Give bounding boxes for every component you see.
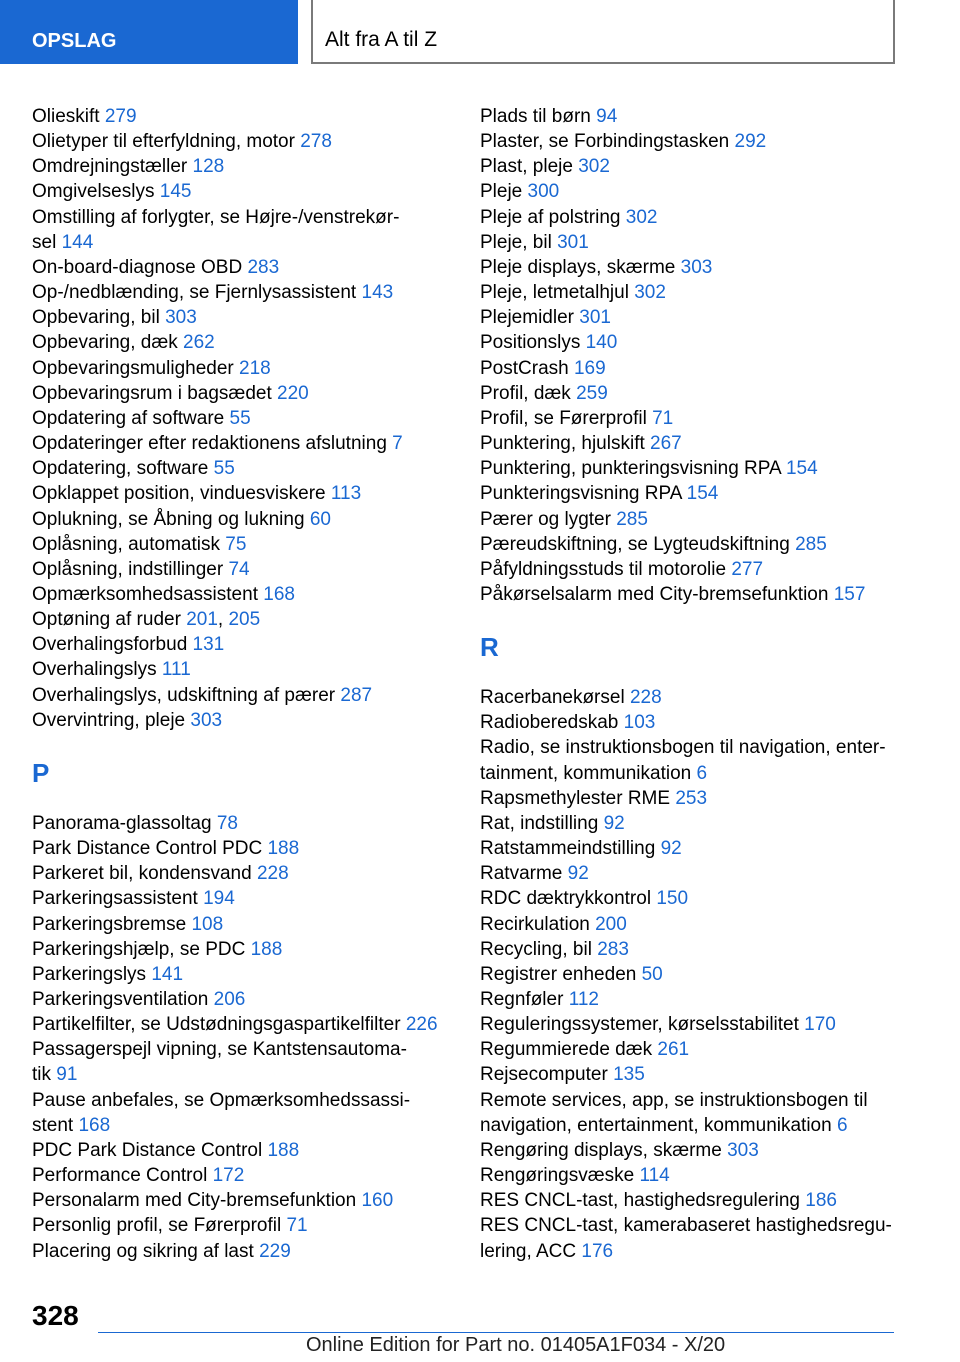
page-reference-link[interactable]: 200	[595, 913, 627, 935]
page-reference-link[interactable]: 74	[228, 558, 250, 580]
page-reference-link[interactable]: 262	[183, 332, 215, 354]
index-entry	[32, 1037, 442, 1062]
index-entry-text: Opdatering af software	[32, 407, 225, 429]
index-entry-text: Regummierede dæk	[480, 1039, 653, 1061]
page-reference-link[interactable]: 55	[229, 407, 251, 429]
index-entry	[480, 431, 900, 456]
index-entry-text: Profil, dæk	[480, 382, 571, 404]
index-entry	[480, 685, 900, 710]
index-entry-text: Radioberedskab	[480, 712, 619, 734]
index-entry-text: Remote services, app, se instruktionsbogen til	[480, 1089, 868, 1111]
footer-rule	[98, 1332, 894, 1333]
page-reference-link[interactable]: 135	[613, 1064, 645, 1086]
index-entry-text: Partikelfilter, se Udstødningsgaspartikelfilter	[32, 1014, 401, 1036]
index-entry	[480, 456, 900, 481]
index-entry-text: Ratvarme	[480, 863, 563, 885]
page-reference-link[interactable]: 6	[836, 1114, 848, 1136]
index-entry-text: Recirkulation	[480, 913, 590, 935]
index-letter-heading: R	[480, 632, 499, 663]
index-entry-text: tainment, kommunikation	[480, 762, 692, 784]
index-entry-text: Overhalingslys, udskiftning af pærer	[32, 684, 336, 706]
index-entry	[32, 381, 442, 406]
index-entry	[480, 1012, 900, 1037]
page-reference-link[interactable]: 206	[213, 989, 246, 1010]
index-entry-text: Opbevaringsmuligheder	[32, 357, 234, 379]
page-reference-link[interactable]: 186	[805, 1190, 837, 1212]
index-entry-text: Oplåsning, automatisk	[32, 533, 220, 555]
index-entry	[32, 1163, 442, 1188]
index-entry-text: Rat, indstilling	[480, 812, 599, 834]
index-entry	[32, 532, 442, 557]
index-entry-text: Pleje, bil	[480, 231, 552, 253]
index-entry	[32, 582, 442, 607]
index-entry-text: Punkteringsvisning RPA	[480, 483, 682, 505]
page-reference-link[interactable]: 55	[213, 458, 235, 480]
page-reference-link[interactable]: 303	[190, 709, 223, 731]
page-heading: Alt fra A til Z	[311, 0, 895, 64]
index-entry-text: Rengøring displays, skærme	[480, 1139, 722, 1161]
page-reference-link[interactable]: 170	[804, 1014, 836, 1036]
page-reference-link[interactable]: 168	[78, 1114, 111, 1136]
index-entry	[480, 735, 900, 760]
index-entry-text: Ratstammeindstilling	[480, 838, 656, 860]
index-entry-text: RDC dæktrykkontrol	[480, 888, 652, 910]
index-entry-text: PostCrash	[480, 357, 569, 379]
page-reference-link[interactable]: 131	[192, 634, 225, 656]
index-entry	[32, 836, 442, 861]
index-entry	[32, 811, 442, 836]
page-reference-link[interactable]: 188	[267, 1139, 300, 1161]
page-reference-link[interactable]: 301	[557, 231, 589, 253]
page-reference-link[interactable]: 261	[657, 1039, 690, 1061]
index-entry	[32, 683, 442, 708]
index-entry-text: Opmærksomhedsassistent	[32, 583, 258, 605]
index-entry	[480, 104, 900, 129]
page-reference-link[interactable]: 302	[578, 156, 610, 178]
index-entry	[480, 179, 900, 204]
index-entry-text: Opbevaring, bil	[32, 307, 160, 329]
index-column-left	[32, 104, 442, 1264]
footer-edition-text: Online Edition for Part no. 01405A1F034 - X/20	[306, 1334, 726, 1356]
index-entry-text: Opdatering, software	[32, 458, 209, 480]
index-entry-text: Radio, se instruktionsbogen til navigation, enter-	[480, 737, 886, 759]
page-reference-link[interactable]: 287	[340, 684, 373, 706]
page-reference-link[interactable]: 267	[650, 433, 682, 455]
index-entry	[32, 280, 442, 305]
index-entry	[480, 987, 900, 1012]
index-entry-text: Pleje af polstring	[480, 206, 621, 228]
index-entry	[480, 861, 900, 886]
page-reference-link[interactable]: 143	[361, 282, 394, 304]
index-entry	[32, 886, 442, 911]
page-reference-link[interactable]: 144	[61, 231, 94, 253]
page-reference-link[interactable]: 140	[585, 332, 618, 354]
page-reference-link[interactable]: 150	[656, 888, 689, 910]
section-tab: OPSLAG	[0, 0, 298, 64]
index-entry	[32, 1213, 442, 1238]
page-reference-link[interactable]: 71	[286, 1215, 308, 1237]
index-entry-text: Plads til børn	[480, 106, 591, 127]
index-entry-text: Parkeringsassistent	[32, 888, 198, 910]
index-entry	[480, 1138, 900, 1163]
index-entry	[480, 330, 900, 355]
page-reference-link[interactable]: 91	[56, 1064, 78, 1086]
index-entry-text: Parkeringsbremse	[32, 913, 187, 935]
index-entry-text: Park Distance Control PDC	[32, 838, 263, 860]
index-entry-text: Plejemidler	[480, 307, 574, 329]
index-entry-continuation	[480, 761, 900, 786]
page-reference-link[interactable]: 112	[568, 989, 599, 1010]
index-entry	[480, 154, 900, 179]
index-entry-text: Panorama-glassoltag	[32, 812, 212, 834]
index-entry	[480, 255, 900, 280]
index-entry	[32, 708, 442, 733]
index-entry-text: Overhalingslys	[32, 659, 157, 681]
index-entry	[32, 205, 442, 230]
page-reference-link[interactable]: 75	[225, 533, 247, 555]
index-entry-text: Omgivelseslys	[32, 181, 155, 203]
index-entry-text: Omdrejningstæller	[32, 156, 188, 178]
index-entry-text: Oplukning, se Åbning og lukning	[32, 508, 305, 530]
page-reference-link[interactable]: 172	[212, 1165, 245, 1187]
index-entry	[480, 557, 900, 582]
page-reference-link[interactable]: 201	[186, 609, 218, 631]
page-reference-link[interactable]: 253	[675, 787, 708, 809]
index-entry	[32, 937, 442, 962]
index-entry-text: Performance Control	[32, 1165, 208, 1187]
index-entry-continuation	[480, 1239, 900, 1264]
page-reference-link[interactable]: 285	[795, 533, 827, 555]
page-reference-link[interactable]: 113	[330, 483, 362, 505]
index-entry	[480, 1213, 900, 1238]
index-entry-text: Parkeret bil, kondensvand	[32, 863, 252, 885]
page-reference-link[interactable]: 285	[616, 508, 648, 530]
page-reference-link[interactable]: 279	[104, 106, 137, 127]
index-entry-continuation	[480, 1113, 900, 1138]
page-reference-link[interactable]: 220	[277, 382, 309, 404]
index-entry-text: Reguleringssystemer, kørselsstabilitet	[480, 1014, 799, 1036]
index-entry-text: sel	[32, 231, 57, 253]
page-reference-link[interactable]: 278	[300, 131, 332, 153]
index-entry	[480, 937, 900, 962]
index-entry-text: Punktering, hjulskift	[480, 433, 645, 455]
page-reference-link[interactable]: 176	[581, 1240, 614, 1262]
page-reference-link[interactable]: 188	[250, 938, 283, 960]
index-entry-text: PDC Park Distance Control	[32, 1139, 263, 1161]
page-reference-link[interactable]: 194	[203, 888, 235, 910]
index-entry-text: Påfyldningsstuds til motorolie	[480, 558, 727, 580]
index-entry	[480, 381, 900, 406]
index-entry	[480, 205, 900, 230]
index-entry-text: Plaster, se Forbindingstasken	[480, 131, 730, 153]
index-entry-text: Positionslys	[480, 332, 581, 354]
index-entry-text: Op-/nedblænding, se Fjernlysassistent	[32, 282, 357, 304]
index-entry-text: navigation, entertainment, kommunikation	[480, 1114, 832, 1136]
index-entry	[32, 557, 442, 582]
page-reference-link[interactable]: 154	[686, 483, 719, 505]
index-entry-text: Personlig profil, se Førerprofil	[32, 1215, 282, 1237]
index-column-right	[480, 104, 900, 1264]
index-entry	[32, 104, 442, 129]
index-entry	[480, 582, 900, 607]
index-entry-text: tik	[32, 1064, 51, 1086]
page-reference-link[interactable]: 283	[247, 256, 280, 278]
page-reference-link[interactable]: 111	[161, 659, 191, 681]
index-letter-heading: P	[32, 757, 50, 788]
index-entry	[480, 507, 900, 532]
page-reference-link[interactable]: 303	[680, 256, 713, 278]
index-entry	[32, 1188, 442, 1213]
page-reference-link[interactable]: 141	[151, 963, 184, 985]
page-reference-link[interactable]: 303	[727, 1139, 759, 1161]
index-entry-text: Plast, pleje	[480, 156, 573, 178]
index-entry-text: Omstilling af forlygter, se Højre-/venstrekør-	[32, 206, 400, 228]
index-entry-text: Rengøringsvæske	[480, 1165, 635, 1187]
page-reference-link[interactable]: 154	[785, 458, 818, 480]
index-entry-text: Overhalingsforbud	[32, 634, 188, 656]
page-reference-link[interactable]: 92	[660, 838, 682, 860]
index-entry-text: Regnføler	[480, 989, 564, 1010]
page-reference-link[interactable]: 205	[228, 609, 261, 631]
index-entry-text: Profil, se Førerprofil	[480, 407, 647, 429]
index-entry	[480, 532, 900, 557]
index-entry	[32, 632, 442, 657]
page-reference-link[interactable]: 188	[267, 838, 300, 860]
index-entry	[32, 431, 442, 456]
index-entry-text: Punktering, punkteringsvisning RPA	[480, 458, 781, 480]
index-entry	[32, 406, 442, 431]
index-entry-text: RES CNCL-tast, hastighedsregulering	[480, 1190, 800, 1212]
index-entry	[32, 154, 442, 179]
index-entry-text: Pærer og lygter	[480, 508, 611, 530]
index-entry-text: Rejsecomputer	[480, 1064, 608, 1086]
index-entry	[32, 1239, 442, 1264]
index-entry-continuation	[32, 1113, 442, 1138]
index-entry	[480, 1062, 900, 1087]
index-entry	[32, 962, 442, 987]
index-entry-text: Overvintring, pleje	[32, 709, 186, 731]
index-entry	[480, 912, 900, 937]
page-reference-link[interactable]: 226	[405, 1014, 438, 1036]
page-reference-link[interactable]: 292	[734, 131, 767, 153]
index-entry	[32, 657, 442, 682]
index-entry	[480, 481, 900, 506]
index-entry-text: Pleje	[480, 181, 523, 203]
page-reference-link[interactable]: 92	[603, 812, 625, 834]
index-entry	[480, 1163, 900, 1188]
page-reference-link[interactable]: 168	[263, 583, 295, 605]
index-entry	[480, 356, 900, 381]
index-entry-text: Pleje, letmetalhjul	[480, 282, 629, 304]
index-entry-text: RES CNCL-tast, kamerabaseret hastighedsregu-	[480, 1215, 892, 1237]
index-entry	[480, 1037, 900, 1062]
index-entry	[32, 179, 442, 204]
index-entry-text: Olietyper til efterfyldning, motor	[32, 131, 295, 153]
index-entry-text: Pæreudskiftning, se Lygteudskiftning	[480, 533, 790, 555]
page-reference-link[interactable]: 71	[652, 407, 674, 429]
index-entry	[480, 406, 900, 431]
index-entry-text: Oplåsning, indstillinger	[32, 558, 224, 580]
index-entry-text: On-board-diagnose OBD	[32, 256, 243, 278]
page-reference-link[interactable]: 145	[159, 181, 192, 203]
page-reference-link[interactable]: 60	[309, 508, 331, 530]
index-entry	[32, 861, 442, 886]
index-entry-text: Olieskift	[32, 106, 100, 127]
page-reference-link[interactable]: 157	[833, 583, 866, 605]
index-entry	[32, 507, 442, 532]
index-entry	[32, 912, 442, 937]
page-number: 328	[32, 1300, 79, 1331]
index-entry	[32, 987, 442, 1012]
index-entry-text: Opdateringer efter redaktionens afslutning	[32, 433, 387, 455]
page-reference-link[interactable]: 228	[629, 687, 662, 709]
page-reference-link[interactable]: 92	[567, 863, 589, 885]
page-reference-link[interactable]: 302	[625, 206, 658, 228]
page-reference-link[interactable]: 283	[597, 938, 629, 960]
index-entry-text: Personalarm med City-bremsefunktion	[32, 1190, 357, 1212]
index-entry	[480, 886, 900, 911]
index-entry-text: lering, ACC	[480, 1240, 577, 1262]
index-entry-text: Parkeringsventilation	[32, 989, 209, 1010]
index-entry-text: Opklappet position, vinduesviskere	[32, 483, 326, 505]
index-entry-text: stent	[32, 1114, 74, 1136]
index-entry	[480, 710, 900, 735]
index-entry-text: Registrer enheden	[480, 963, 637, 985]
index-entry-text: Placering og sikring af last	[32, 1240, 254, 1262]
page-reference-link[interactable]: 277	[731, 558, 764, 580]
index-entry-text: Påkørselsalarm med City-bremsefunktion	[480, 583, 829, 605]
page-reference-link[interactable]: 229	[259, 1240, 291, 1262]
index-entry	[480, 230, 900, 255]
index-entry	[32, 305, 442, 330]
page-reference-link[interactable]: 78	[216, 812, 238, 834]
index-entry	[480, 962, 900, 987]
index-entry-text: Opbevaringsrum i bagsædet	[32, 382, 272, 404]
page-reference-link[interactable]: 108	[191, 913, 224, 935]
index-entry-text: Racerbanekørsel	[480, 687, 625, 709]
index-entry-text: Recycling, bil	[480, 938, 592, 960]
page-reference-link[interactable]: 228	[256, 863, 289, 885]
index-entry-text: Rapsmethylester RME	[480, 787, 671, 809]
index-entry-continuation	[32, 1062, 442, 1087]
index-entry	[32, 456, 442, 481]
index-entry	[480, 786, 900, 811]
page-reference-link[interactable]: 259	[576, 382, 608, 404]
index-entry-text: Pause anbefales, se Opmærksomhedssassi-	[32, 1089, 411, 1111]
index-entry	[32, 129, 442, 154]
page-reference-link[interactable]: 301	[579, 307, 611, 329]
page-reference-link[interactable]: 6	[696, 762, 708, 784]
page-reference-link[interactable]: 300	[527, 181, 560, 203]
index-entry-text: Parkeringshjælp, se PDC	[32, 938, 246, 960]
page-reference-link[interactable]: 50	[641, 963, 663, 985]
index-entry	[32, 255, 442, 280]
page-reference-link[interactable]: 114	[639, 1165, 670, 1187]
page-reference-link[interactable]: 103	[623, 712, 656, 734]
page-reference-link[interactable]: 128	[192, 156, 225, 178]
index-entry-continuation	[32, 230, 442, 255]
index-entry	[32, 356, 442, 381]
page-reference-link[interactable]: 218	[239, 357, 271, 379]
index-entry	[32, 1088, 442, 1113]
index-entry-text: Opbevaring, dæk	[32, 332, 178, 354]
index-entry	[480, 1188, 900, 1213]
index-entry	[480, 280, 900, 305]
index-entry	[480, 305, 900, 330]
index-entry-text: Optøning af ruder	[32, 609, 181, 631]
index-entry	[32, 1138, 442, 1163]
index-entry	[32, 1012, 442, 1037]
page-reference-link[interactable]: 303	[165, 307, 197, 329]
index-entry	[32, 330, 442, 355]
index-entry-text: Passagerspejl vipning, se Kantstensautoma-	[32, 1039, 407, 1061]
index-entry	[480, 811, 900, 836]
index-entry	[480, 129, 900, 154]
index-entry	[480, 836, 900, 861]
index-entry-text: Pleje displays, skærme	[480, 256, 676, 278]
index-entry: Optøning af ruder 201, 205	[32, 609, 261, 631]
page-reference-link[interactable]: 302	[634, 282, 666, 304]
index-entry	[480, 1088, 900, 1113]
page-reference-link[interactable]: 94	[596, 106, 618, 127]
page-reference-link[interactable]: 7	[392, 433, 403, 455]
page-reference-link[interactable]: 160	[361, 1190, 394, 1212]
index-entry	[32, 481, 442, 506]
index-entry-text: Parkeringslys	[32, 963, 147, 985]
page-reference-link[interactable]: 169	[573, 357, 606, 379]
